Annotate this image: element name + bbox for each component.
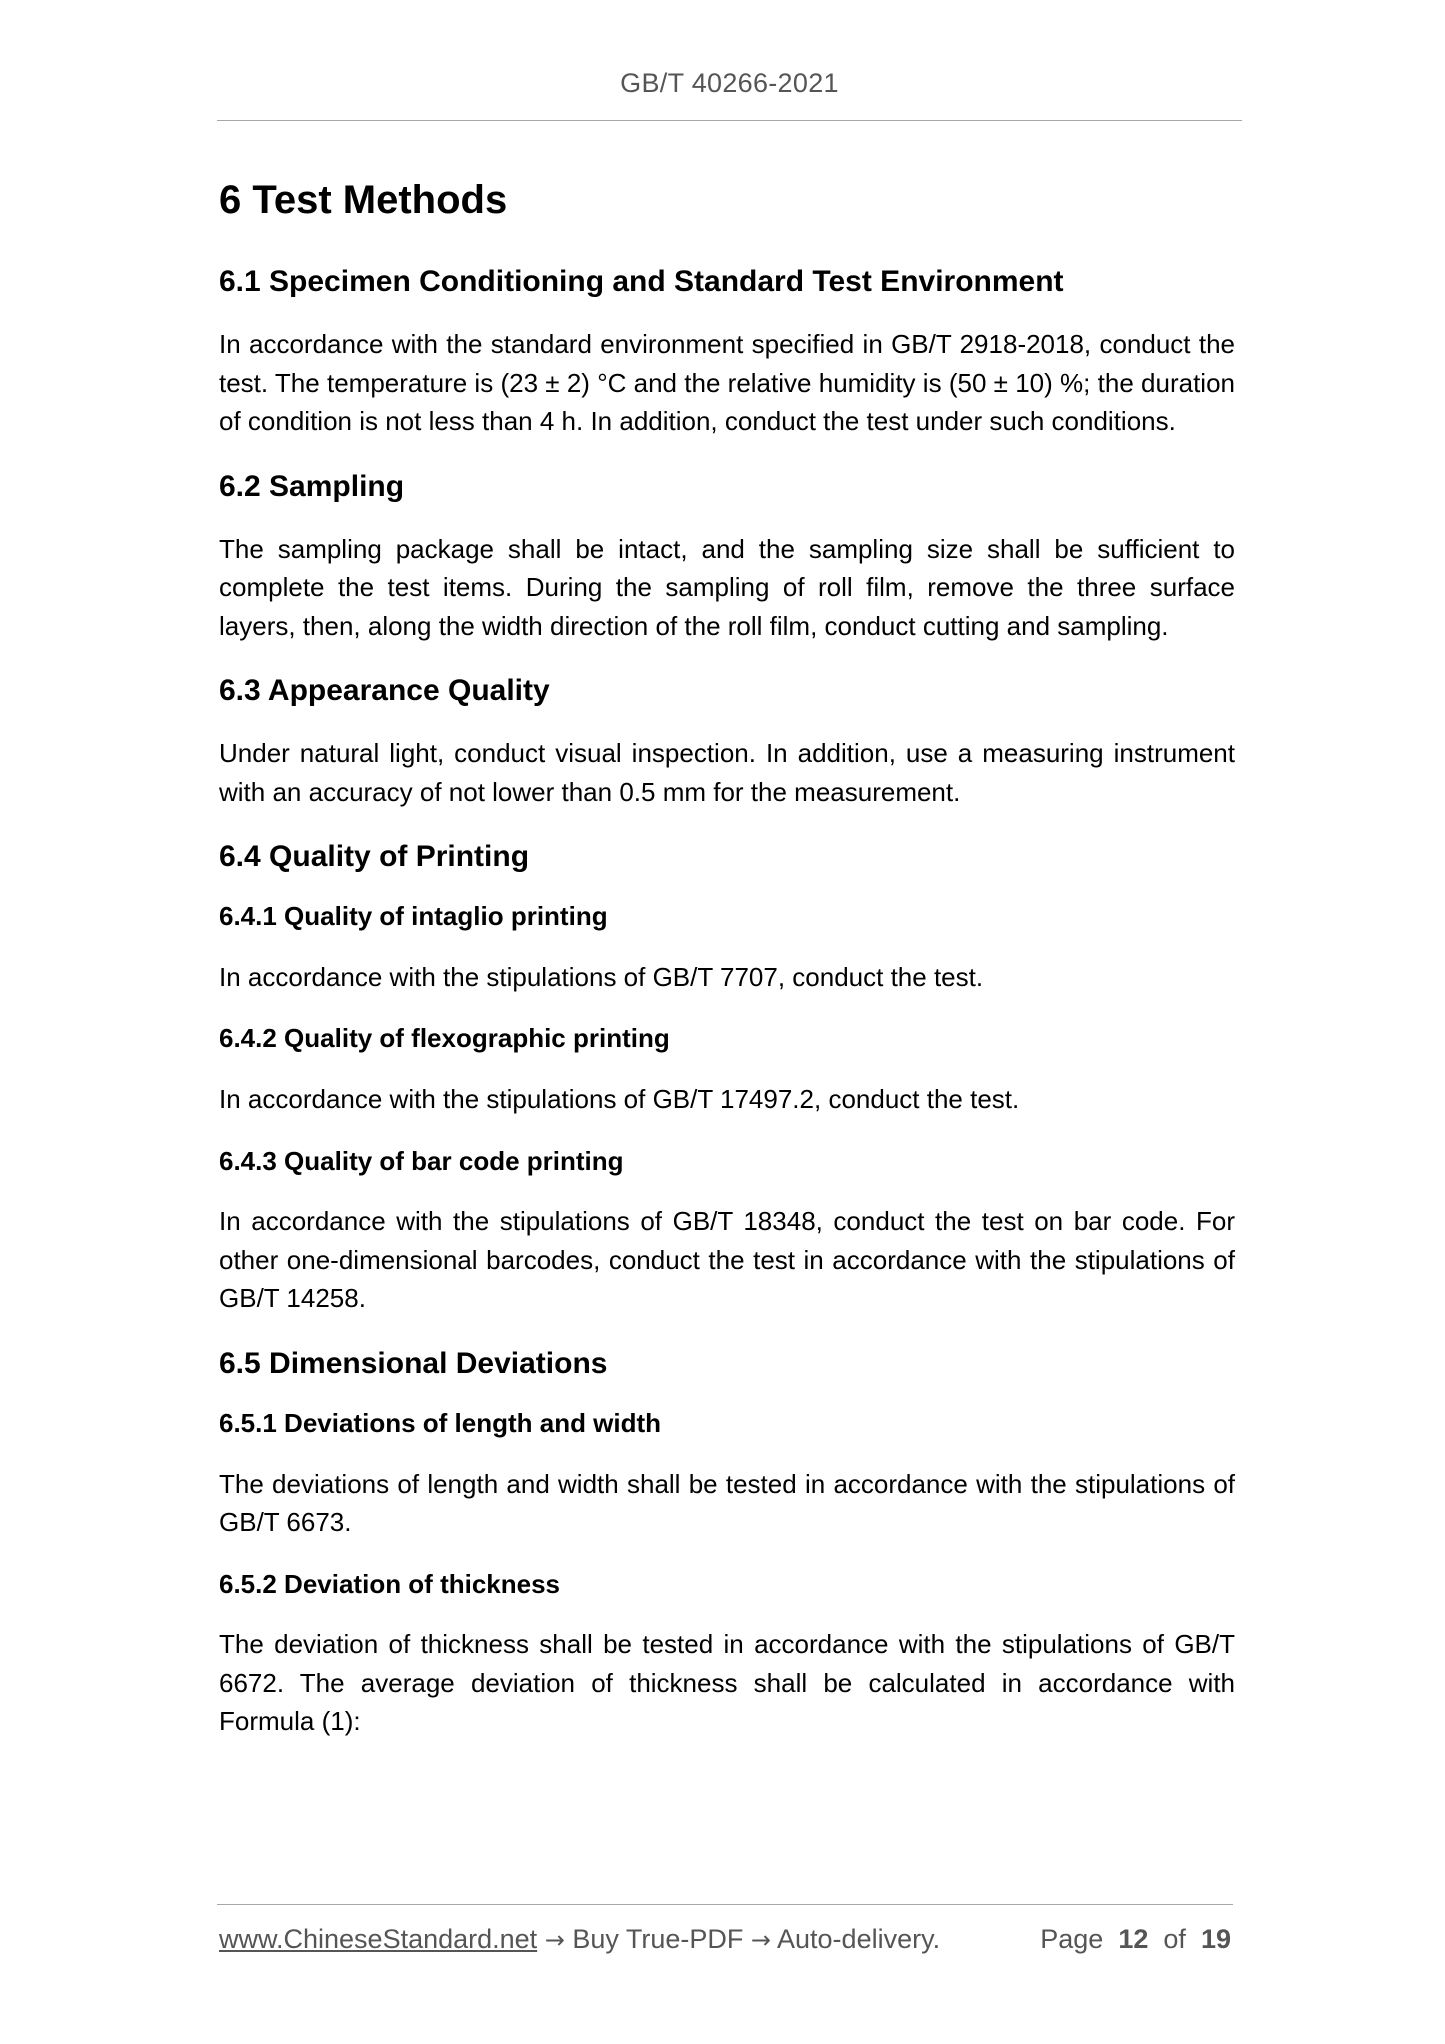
page-content (219, 176, 1235, 1767)
section-6-2-title: 6.2 Sampling (219, 469, 405, 503)
section-6-5-title: 6.5 Dimensional Deviations (219, 1346, 608, 1380)
section-6-5-1-title: 6.5.1 Deviations of length and width (219, 1407, 662, 1438)
page-of-label: of (1163, 1924, 1186, 1954)
section-6-5-1-text: The deviations of length and width shall be tested in accordance with the stipulations of GB/T 6673. (219, 1468, 1235, 1538)
footer-divider (217, 1904, 1233, 1905)
section-6-1-text: In accordance with the standard environment specified in GB/T 2918-2018, conduct the test. The temperature is (23 ± 2) °C and the relative humidity is (50 ± 10) %; the duration of condition is not less than 4 h. In addition, conduct the test under such conditions. (219, 329, 1235, 436)
delivery-text: Auto-delivery. (777, 1924, 941, 1954)
section-6-5-2-text: The deviation of thickness shall be tested in accordance with the stipulations of GB/T 6672. The average deviation of thickness shall be calculated in accordance with Formula (1): (219, 1629, 1235, 1737)
page-number (1040, 1924, 1231, 1955)
arrow-right-icon: → (750, 1926, 771, 1954)
section-6-4-title: 6.4 Quality of Printing (219, 840, 530, 873)
arrow-right-icon: → (544, 1926, 565, 1954)
section-6-4-3-text: In accordance with the stipulations of GB/T 18348, conduct the test on bar code. For other one-dimensional barcodes, conduct the test in accordance with the stipulations of GB/T 14258. (219, 1206, 1235, 1314)
section-6-2-text: The sampling package shall be intact, and the sampling size shall be sufficient to complete the test items. During the sampling of roll film, remove the three surface layers, then, along the width direction of the roll film, conduct cutting and sampling. (219, 533, 1235, 641)
page-footer (219, 1924, 1231, 1955)
section-6-5-2-title: 6.5.2 Deviation of thickness (219, 1568, 561, 1599)
footer-promo (219, 1924, 940, 1955)
page-label: Page (1040, 1924, 1104, 1954)
section-6-3-text: Under natural light, conduct visual inspection. In addition, use a measuring instrument with an accuracy of not lower than 0.5 mm for the measurement. (219, 738, 1235, 807)
website-link[interactable]: www.ChineseStandard.net (219, 1924, 538, 1954)
section-6-4-2-text: In accordance with the stipulations of GB/T 17497.2, conduct the test. (219, 1084, 1020, 1115)
section-6-1-title: 6.1 Specimen Conditioning and Standard Test Environment (219, 265, 1064, 298)
chapter-title: 6 Test Methods (219, 178, 508, 222)
section-6-4-1-text: In accordance with the stipulations of GB/T 7707, conduct the test. (219, 961, 984, 992)
header-divider (217, 120, 1242, 121)
page-total: 19 (1200, 1924, 1231, 1954)
page-current: 12 (1118, 1924, 1149, 1954)
section-6-4-1-title: 6.4.1 Quality of intaglio printing (219, 901, 608, 931)
section-6-3-title: 6.3 Appearance Quality (219, 674, 550, 707)
section-6-4-2-title: 6.4.2 Quality of flexographic printing (219, 1023, 670, 1054)
buy-text: Buy True-PDF (572, 1924, 744, 1954)
section-6-4-3-title: 6.4.3 Quality of bar code printing (219, 1145, 624, 1176)
running-header: GB/T 40266-2021 (620, 68, 839, 98)
